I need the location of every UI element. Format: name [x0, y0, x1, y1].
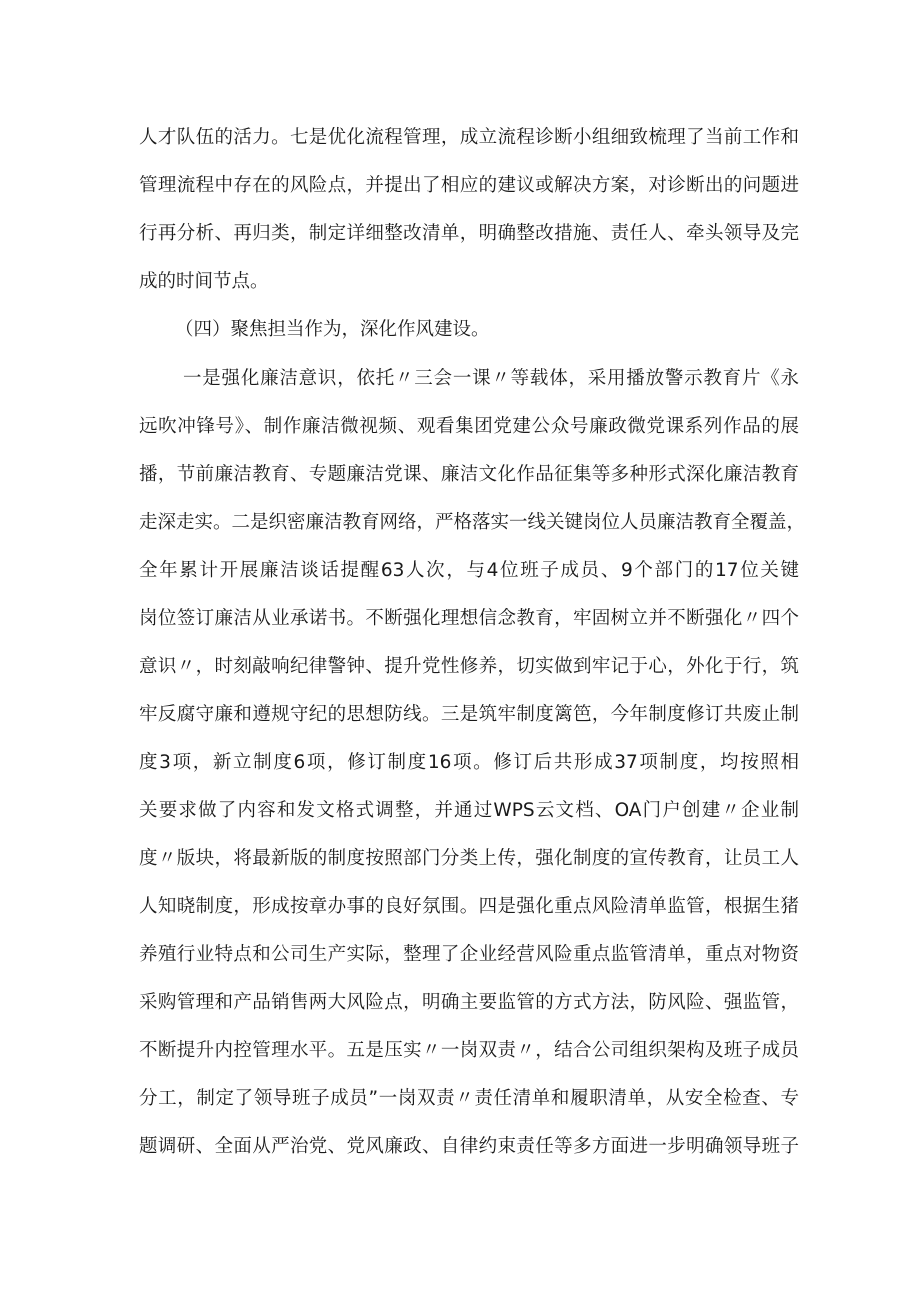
text-line: 播，节前廉洁教育、专题廉洁党课、廉洁文化作品征集等多种形式深化廉洁教育 — [139, 464, 799, 485]
text-line: 意识〃，时刻敲响纪律警钟、提升党性修养，切实做到牢记于心，外化于行，筑 — [139, 656, 799, 677]
text-line: 度〃版块，将最新版的制度按照部门分类上传，强化制度的宣传教育，让员工人 — [139, 848, 799, 869]
text-line: 管理流程中存在的风险点，并提出了相应的建议或解决方案，对诊断出的问题进 — [139, 175, 799, 196]
text-line: 分工，制定了领导班子成员”一岗双责〃责任清单和履职清单，从安全检查、专 — [139, 1088, 799, 1109]
text-line: 题调研、全面从严治党、党风廉政、自律约束责任等多方面进一步明确领导班子 — [139, 1136, 799, 1157]
text-line: 走深走实。二是织密廉洁教育网络，严格落实一线关键岗位人员廉洁教育全覆盖， — [139, 512, 806, 533]
text-line: 采购管理和产品销售两大风险点，明确主要监管的方式方法，防风险、强监管， — [139, 992, 799, 1013]
text-line: 人才队伍的活力。七是优化流程管理，成立流程诊断小组细致梳理了当前工作和 — [139, 127, 799, 148]
text-line: 不断提升内控管理水平。五是压实〃一岗双责〃，结合公司组织架构及班子成员 — [139, 1040, 799, 1061]
text-line: 岗位签订廉洁从业承诺书。不断强化理想信念教育，牢固树立并不断强化〃四个 — [139, 608, 799, 629]
text-line: 养殖行业特点和公司生产实际，整理了企业经营风险重点监管清单，重点对物资 — [139, 944, 799, 965]
text-line: 关要求做了内容和发文格式调整，并通过WPS云文档、OA门户创建〃企业制 — [139, 800, 799, 821]
text-line: 行再分析、再归类，制定详细整改清单，明确整改措施、责任人、牵头领导及完 — [139, 223, 799, 244]
text-line: 远吹冲锋号》、制作廉洁微视频、观看集团党建公众号廉政微党课系列作品的展 — [139, 416, 799, 437]
text-line: 牢反腐守廉和遵规守纪的思想防线。三是筑牢制度篱笆，今年制度修订共废止制 — [139, 704, 799, 725]
text-line: 人知晓制度，形成按章办事的良好氛围。四是强化重点风险清单监管，根据生猪 — [139, 896, 799, 917]
section-heading: （四）聚焦担当作为，深化作风建设。 — [175, 319, 490, 340]
text-line: 成的时间节点。 — [139, 271, 269, 292]
text-line: 全年累计开展廉洁谈话提醒63人次，与4位班子成员、9个部门的17位关键 — [139, 560, 799, 581]
text-line: 度3项，新立制度6项，修订制度16项。修订后共形成37项制度，均按照相 — [139, 752, 799, 773]
text-line: 一是强化廉洁意识，依托〃三会一课〃等载体，采用播放警示教育片《永 — [183, 368, 799, 389]
